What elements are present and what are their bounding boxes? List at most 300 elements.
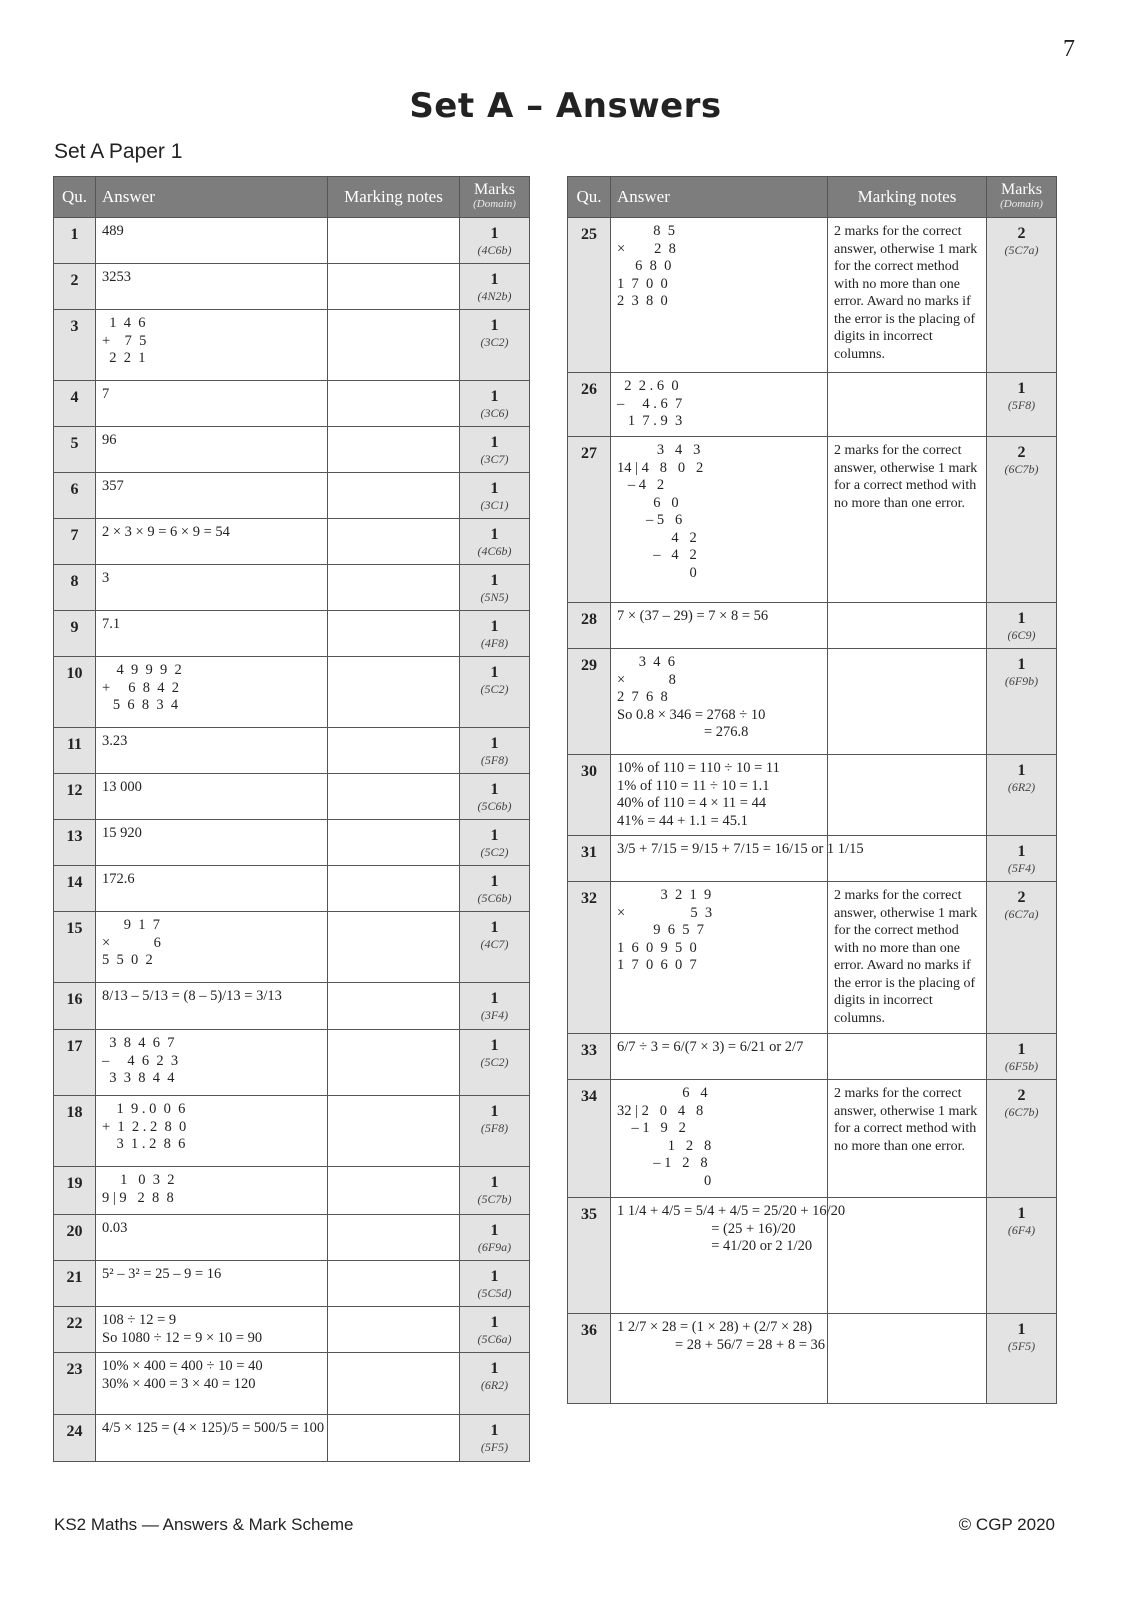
marks-value: 1 (490, 271, 499, 288)
domain-code: (4C6b) (477, 243, 512, 257)
table-row (568, 1080, 1057, 1198)
marks-cell (987, 1034, 1057, 1080)
answer-line: 10% of 110 = 110 ÷ 10 = 11 (617, 760, 780, 776)
answer-line: 32 | 2 0 4 8 (617, 1102, 704, 1119)
footer-left: KS2 Maths — Answers & Mark Scheme (54, 1515, 354, 1534)
answer-cell (96, 1261, 328, 1307)
domain-code: (6C7b) (1004, 462, 1039, 476)
marks-cell (987, 1080, 1057, 1198)
answer-line: – 4 2 (617, 477, 665, 493)
answer-line: 7.1 (102, 616, 121, 632)
table-row (54, 1353, 530, 1415)
domain-code: (5F5) (480, 1440, 509, 1454)
marks-cell (460, 473, 530, 519)
question-number: 31 (568, 836, 611, 882)
marks-value: 2 (1017, 225, 1026, 242)
marks-cell (987, 1314, 1057, 1404)
marks-value: 2 (1017, 889, 1026, 906)
header-answer: Answer (611, 177, 828, 218)
answer-cell (96, 1096, 328, 1167)
marks-value: 1 (490, 1422, 499, 1439)
marking-notes-cell (328, 728, 460, 774)
answer-line: 3 4 6 (617, 654, 675, 670)
answer-line: 2 × 3 × 9 = 6 × 9 = 54 (102, 524, 230, 540)
answer-line: = 276.8 (617, 724, 749, 740)
marking-notes-cell (328, 774, 460, 820)
marks-value: 1 (490, 572, 499, 589)
marking-notes-cell: 2 marks for the correct answer, otherwise 1 mark for a correct method with no more than one error. (828, 1080, 987, 1198)
domain-code: (4C7) (480, 937, 509, 951)
answer-cell (96, 1307, 328, 1353)
answer-line: 3 4 3 (617, 442, 701, 458)
marks-value: 2 (1017, 444, 1026, 461)
answer-line: 9 1 7 (102, 917, 160, 933)
answer-cell (611, 882, 828, 1034)
answer-cell (96, 611, 328, 657)
marks-cell (987, 603, 1057, 649)
answer-line: 6 4 (617, 1085, 708, 1101)
marks-cell (460, 774, 530, 820)
domain-code: (5F5) (1007, 1339, 1036, 1353)
answer-line: 4 2 (617, 529, 697, 546)
marks-value: 1 (490, 388, 499, 405)
answer-line: 41% = 44 + 1.1 = 45.1 (617, 812, 748, 829)
marks-value: 1 (490, 1174, 499, 1191)
question-number: 12 (54, 774, 96, 820)
domain-code: (6R2) (1007, 780, 1036, 794)
marks-cell (987, 437, 1057, 603)
marking-notes-cell (328, 1307, 460, 1353)
marking-notes-cell (828, 373, 987, 437)
marks-value: 1 (490, 618, 499, 635)
domain-code: (5C7b) (477, 1192, 512, 1206)
marking-notes-cell (328, 1167, 460, 1215)
marks-value: 1 (1017, 1205, 1026, 1222)
question-number: 13 (54, 820, 96, 866)
answer-line: So 0.8 × 346 = 2768 ÷ 10 (617, 706, 766, 723)
header-qu: Qu. (568, 177, 611, 218)
question-number: 11 (54, 728, 96, 774)
table-row (568, 603, 1057, 649)
answer-cell (96, 1353, 328, 1415)
table-row (568, 373, 1057, 437)
answer-line: – 4 2 (617, 547, 697, 563)
marks-value: 1 (490, 664, 499, 681)
question-number: 21 (54, 1261, 96, 1307)
page-subtitle: Set A Paper 1 (54, 140, 183, 163)
marks-value: 1 (490, 735, 499, 752)
answer-line: = (25 + 16)/20 (617, 1220, 796, 1237)
marks-cell (460, 611, 530, 657)
question-number: 7 (54, 519, 96, 565)
marking-notes-cell (328, 1215, 460, 1261)
marks-value: 1 (490, 990, 499, 1007)
footer-right: © CGP 2020 (958, 1515, 1055, 1534)
question-number: 35 (568, 1198, 611, 1314)
answer-cell (96, 728, 328, 774)
answer-line: 96 (102, 432, 117, 448)
answer-line: 489 (102, 223, 124, 239)
domain-code: (4F8) (480, 636, 509, 650)
domain-code: (5C2) (480, 845, 509, 859)
answer-line: × 6 (102, 934, 161, 951)
answer-line: 3 1 . 2 8 6 (102, 1136, 186, 1152)
domain-code: (6C7b) (1004, 1105, 1039, 1119)
marking-notes-cell: 2 marks for the correct answer, otherwise 1 mark for the correct method with no more than one error. Award no marks if the error is the placing of digits in incorrect columns. (828, 218, 987, 373)
domain-code: (5F8) (480, 1121, 509, 1135)
marking-notes-cell (328, 1353, 460, 1415)
answer-line: 13 000 (102, 779, 142, 795)
answer-line: = 28 + 56/7 = 28 + 8 = 36 (617, 1336, 826, 1353)
question-number: 36 (568, 1314, 611, 1404)
table-row (54, 381, 530, 427)
question-number: 33 (568, 1034, 611, 1080)
answer-line: 40% of 110 = 4 × 11 = 44 (617, 795, 767, 811)
table-row (568, 755, 1057, 836)
answer-line: 1 7 0 0 (617, 275, 668, 292)
marking-notes-cell (328, 1030, 460, 1096)
answer-cell (96, 218, 328, 264)
table-row (54, 1261, 530, 1307)
question-number: 8 (54, 565, 96, 611)
answer-line: So 1080 ÷ 12 = 9 × 10 = 90 (102, 1329, 263, 1346)
answer-line: 1 7 0 6 0 7 (617, 957, 697, 973)
marking-notes-cell (828, 1198, 987, 1314)
question-number: 27 (568, 437, 611, 603)
marking-notes-cell (328, 983, 460, 1030)
domain-code: (3C7) (480, 452, 509, 466)
marks-cell (460, 1215, 530, 1261)
answer-line: + 7 5 (102, 332, 147, 349)
question-number: 22 (54, 1307, 96, 1353)
answer-line: 7 (102, 386, 110, 402)
answer-line: 0.03 (102, 1220, 128, 1236)
marks-cell (460, 1096, 530, 1167)
marking-notes-cell (328, 427, 460, 473)
table-row (54, 1096, 530, 1167)
answer-line: 3 (102, 570, 110, 586)
question-number: 19 (54, 1167, 96, 1215)
answer-line: – 1 2 8 (617, 1155, 708, 1171)
table-row (54, 912, 530, 983)
answer-line: – 1 9 2 (617, 1120, 686, 1136)
answer-line: 1 2 8 (617, 1137, 712, 1154)
marks-cell (460, 657, 530, 728)
marks-value: 1 (1017, 843, 1026, 860)
table-row (54, 1307, 530, 1353)
table-row (54, 611, 530, 657)
question-number: 9 (54, 611, 96, 657)
answer-line: 5 5 0 2 (102, 952, 153, 968)
marks-cell (460, 1307, 530, 1353)
answer-line: 1 4 6 (102, 315, 146, 331)
marks-cell (460, 983, 530, 1030)
question-number: 3 (54, 310, 96, 381)
answer-line: × 5 3 (617, 904, 713, 921)
marks-cell (460, 820, 530, 866)
answer-cell (96, 264, 328, 310)
answer-cell (96, 1215, 328, 1261)
question-number: 16 (54, 983, 96, 1030)
marks-cell (987, 882, 1057, 1034)
answer-line: 10% × 400 = 400 ÷ 10 = 40 (102, 1358, 263, 1374)
domain-code: (3C1) (480, 498, 509, 512)
answer-cell (96, 381, 328, 427)
domain-code: (5F4) (1007, 861, 1036, 875)
marks-cell (987, 1198, 1057, 1314)
header-qu: Qu. (54, 177, 96, 218)
page-title: Set A – Answers (409, 86, 722, 126)
marks-value: 1 (490, 827, 499, 844)
marks-cell (987, 218, 1057, 373)
answer-cell (96, 519, 328, 565)
marks-cell (460, 728, 530, 774)
domain-code: (5F8) (480, 753, 509, 767)
marking-notes-cell (328, 218, 460, 264)
question-number: 29 (568, 649, 611, 755)
answer-cell (611, 373, 828, 437)
question-number: 2 (54, 264, 96, 310)
table-row (54, 774, 530, 820)
question-number: 4 (54, 381, 96, 427)
answer-line: 2 3 8 0 (617, 293, 668, 309)
answer-cell (96, 473, 328, 519)
table-row (568, 1198, 1057, 1314)
answer-line: 4/5 × 125 = (4 × 125)/5 = 500/5 = 100 (102, 1420, 325, 1436)
marks-cell (987, 836, 1057, 882)
marks-value: 1 (490, 225, 499, 242)
answer-cell (96, 912, 328, 983)
marks-value: 1 (490, 1103, 499, 1120)
domain-code: (3C2) (480, 335, 509, 349)
marking-notes-cell (828, 649, 987, 755)
answer-line: 2 2 1 (102, 350, 146, 366)
answer-line: 172.6 (102, 871, 135, 887)
answer-line: × 2 8 (617, 240, 676, 257)
table-row (568, 882, 1057, 1034)
question-number: 18 (54, 1096, 96, 1167)
marks-value: 1 (490, 1222, 499, 1239)
answer-line: 3.23 (102, 733, 128, 749)
answer-line: 7 × (37 – 29) = 7 × 8 = 56 (617, 608, 769, 624)
domain-code: (5C6b) (477, 799, 512, 813)
header-marks (460, 177, 530, 218)
answer-line: 8/13 – 5/13 = (8 – 5)/13 = 3/13 (102, 988, 282, 1004)
question-number: 34 (568, 1080, 611, 1198)
table-row (54, 728, 530, 774)
answer-line: 2 2 . 6 0 (617, 378, 679, 394)
answer-cell (96, 1167, 328, 1215)
answers-table-right (567, 176, 1057, 1404)
table-row (54, 820, 530, 866)
marking-notes-cell (328, 866, 460, 912)
table-row (54, 983, 530, 1030)
header-marks-label: Marks (474, 181, 515, 198)
question-number: 26 (568, 373, 611, 437)
domain-code: (5F8) (1007, 398, 1036, 412)
answer-cell (611, 218, 828, 373)
header-answer: Answer (96, 177, 328, 218)
answer-cell (96, 774, 328, 820)
header-marking-notes: Marking notes (328, 177, 460, 218)
domain-code: (5C6a) (477, 1332, 512, 1346)
table-row (54, 1415, 530, 1462)
answer-line: 9 | 9 2 8 8 (102, 1189, 174, 1206)
table-row (54, 218, 530, 264)
marks-cell (460, 427, 530, 473)
answer-line: 3253 (102, 269, 131, 285)
question-number: 5 (54, 427, 96, 473)
answer-cell (96, 1415, 328, 1462)
marks-cell (987, 649, 1057, 755)
answer-line: 357 (102, 478, 124, 494)
answer-cell (96, 310, 328, 381)
domain-code: (5C7a) (1004, 243, 1039, 257)
answer-line: 0 (617, 1172, 712, 1189)
domain-code: (5C2) (480, 1055, 509, 1069)
marking-notes-cell (328, 657, 460, 728)
answer-cell (611, 649, 828, 755)
answer-cell (611, 603, 828, 649)
answer-line: 30% × 400 = 3 × 40 = 120 (102, 1375, 256, 1392)
marking-notes-cell (828, 603, 987, 649)
marks-value: 1 (1017, 380, 1026, 397)
question-number: 32 (568, 882, 611, 1034)
table-row (54, 1030, 530, 1096)
domain-code: (6F5b) (1004, 1059, 1039, 1073)
marking-notes-cell (328, 565, 460, 611)
marks-cell (460, 1261, 530, 1307)
question-number: 28 (568, 603, 611, 649)
domain-code: (6C9) (1007, 628, 1036, 642)
marks-cell (460, 310, 530, 381)
answer-line: 5² – 3² = 25 – 9 = 16 (102, 1266, 222, 1282)
answer-line: 9 6 5 7 (617, 922, 704, 938)
table-header-row (568, 177, 1057, 218)
marking-notes-cell (328, 820, 460, 866)
answer-line: 1% of 110 = 11 ÷ 10 = 1.1 (617, 777, 770, 794)
question-number: 25 (568, 218, 611, 373)
answer-line: = 41/20 or 2 1/20 (617, 1238, 813, 1254)
question-number: 1 (54, 218, 96, 264)
table-row (54, 866, 530, 912)
marks-value: 1 (490, 1268, 499, 1285)
domain-code: (6R2) (480, 1378, 509, 1392)
marks-value: 2 (1017, 1087, 1026, 1104)
marking-notes-cell (328, 611, 460, 657)
answer-line: + 1 2 . 2 8 0 (102, 1118, 187, 1135)
domain-code: (3C6) (480, 406, 509, 420)
marks-cell (460, 866, 530, 912)
marking-notes-cell (828, 1314, 987, 1404)
marks-value: 1 (1017, 656, 1026, 673)
question-number: 17 (54, 1030, 96, 1096)
answer-cell (96, 866, 328, 912)
table-row (54, 519, 530, 565)
answer-cell (611, 1198, 846, 1314)
marks-cell (460, 1353, 530, 1415)
question-number: 6 (54, 473, 96, 519)
table-row (568, 1314, 1057, 1404)
marking-notes-cell (328, 264, 460, 310)
answer-line: 1 0 3 2 (102, 1172, 175, 1188)
question-number: 30 (568, 755, 611, 836)
table-row (568, 1034, 1057, 1080)
domain-code: (5N5) (480, 590, 509, 604)
table-row (54, 1167, 530, 1215)
answer-line: 1 6 0 9 5 0 (617, 939, 697, 956)
marking-notes-cell (328, 310, 460, 381)
table-row (568, 437, 1057, 603)
domain-code: (5C2) (480, 682, 509, 696)
answer-line: 1 1/4 + 4/5 = 5/4 + 4/5 = 25/20 + 16/20 (617, 1203, 846, 1219)
table-header-row (54, 177, 530, 218)
domain-code: (6F9b) (1004, 674, 1039, 688)
marks-cell (460, 218, 530, 264)
answer-line: 15 920 (102, 825, 142, 841)
table-row (54, 1215, 530, 1261)
marking-notes-cell (328, 1096, 460, 1167)
marking-notes-cell (328, 912, 460, 983)
header-marking-notes: Marking notes (828, 177, 987, 218)
answer-line: 8 5 (617, 223, 675, 239)
marks-cell (460, 1030, 530, 1096)
marks-value: 1 (490, 1360, 499, 1377)
domain-code: (6F9a) (477, 1240, 512, 1254)
question-number: 24 (54, 1415, 96, 1462)
table-row (54, 310, 530, 381)
marks-value: 1 (490, 434, 499, 451)
answer-line: 6 0 (617, 494, 679, 511)
answer-line: – 5 6 (617, 512, 683, 528)
answer-line: 1 2/7 × 28 = (1 × 28) + (2/7 × 28) (617, 1319, 813, 1335)
answer-line: 5 6 8 3 4 (102, 697, 179, 713)
table-row (568, 649, 1057, 755)
domain-code: (4N2b) (477, 289, 512, 303)
answer-line: 14 | 4 8 0 2 (617, 459, 704, 476)
domain-code: (5C6b) (477, 891, 512, 905)
answer-line: 6 8 0 (617, 258, 672, 274)
page-number: 7 (1063, 36, 1075, 62)
table-row (54, 657, 530, 728)
answer-line: × 8 (617, 671, 676, 688)
answer-line: 3 2 1 9 (617, 887, 712, 903)
answer-cell (96, 983, 328, 1030)
domain-code: (6C7a) (1004, 907, 1039, 921)
answer-cell (96, 820, 328, 866)
answer-line: 2 7 6 8 (617, 689, 668, 705)
marks-value: 1 (1017, 1041, 1026, 1058)
marking-notes-cell (828, 755, 987, 836)
answer-cell (96, 427, 328, 473)
answer-line: 3 8 4 6 7 (102, 1035, 175, 1051)
question-number: 20 (54, 1215, 96, 1261)
marks-value: 1 (1017, 610, 1026, 627)
answer-cell (611, 1080, 828, 1198)
marking-notes-cell (328, 1261, 460, 1307)
answer-line: 4 9 9 9 2 (102, 662, 182, 678)
answer-cell (96, 1030, 328, 1096)
answer-line: 0 (617, 564, 697, 581)
answer-line: 3 3 8 4 4 (102, 1070, 175, 1086)
question-number: 14 (54, 866, 96, 912)
answer-line: 3/5 + 7/15 = 9/15 + 7/15 = 16/15 or 1 1/15 (617, 841, 864, 857)
marks-value: 1 (490, 1037, 499, 1054)
marks-cell (987, 373, 1057, 437)
marking-notes-cell: 2 marks for the correct answer, otherwise 1 mark for a correct method with no more than one error. (828, 437, 987, 603)
domain-code: (6F4) (1007, 1223, 1036, 1237)
marks-cell (460, 912, 530, 983)
